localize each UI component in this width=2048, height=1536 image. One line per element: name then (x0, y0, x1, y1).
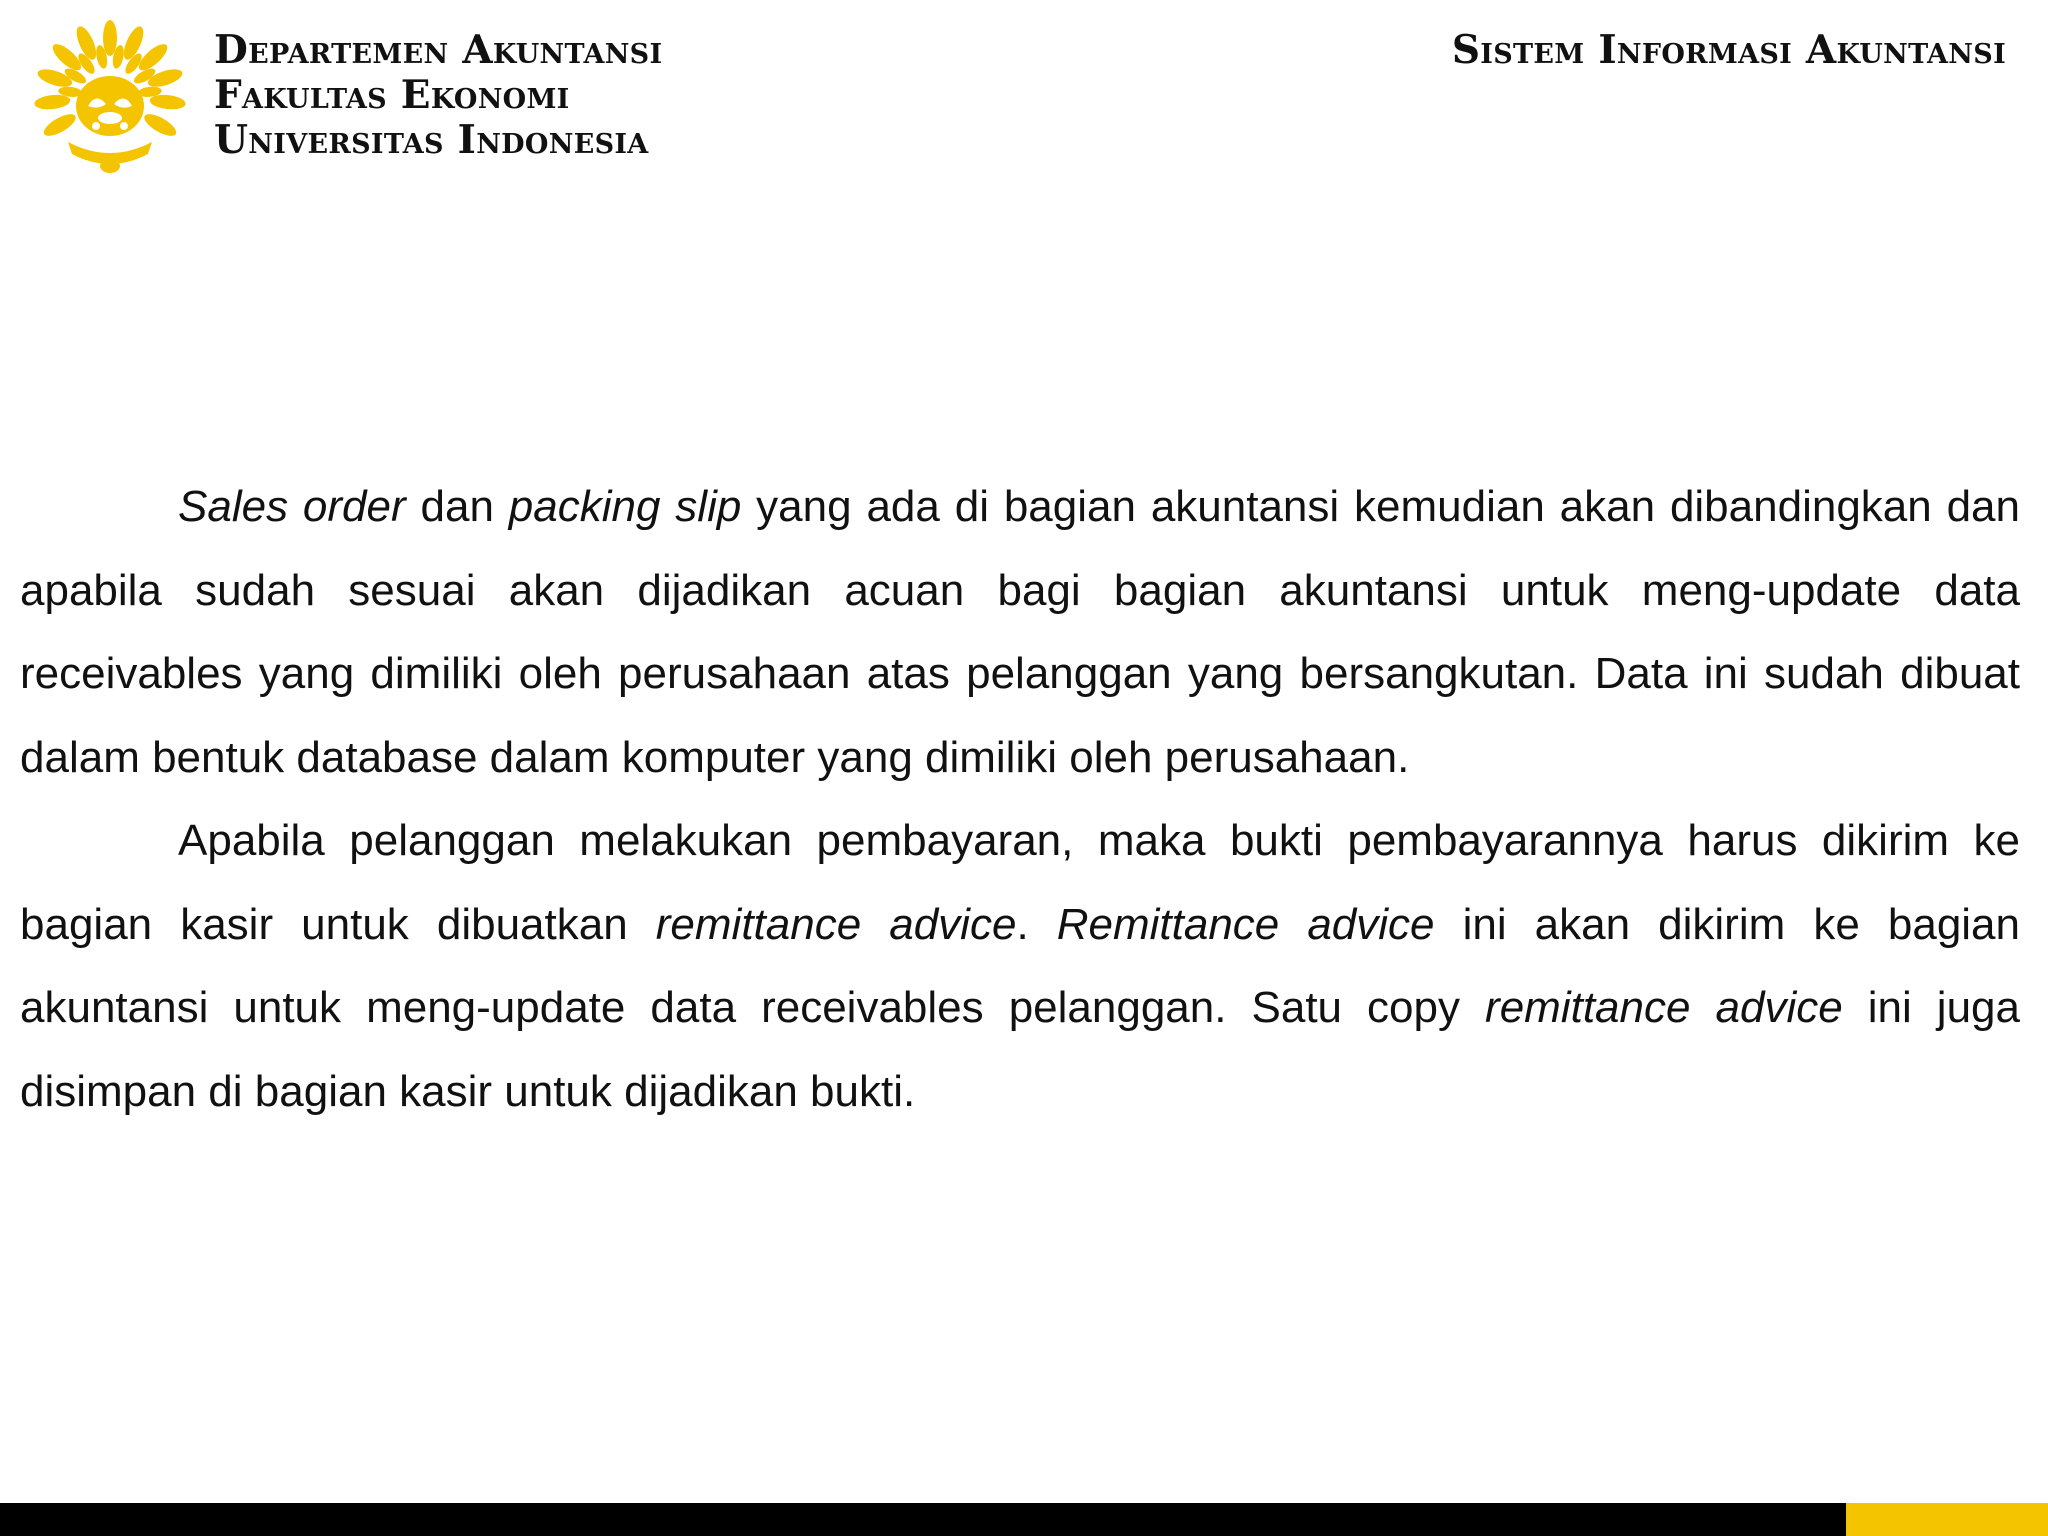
makara-logo-icon (30, 14, 190, 176)
text-run: yang ada di bagian akuntansi kemudian akan dibandingkan dan apabila sudah sesuai akan dijadikan acuan bagi bagian akuntansi untuk meng-update data receivables yang dimiliki oleh perusahaan atas pelanggan yang bersangkutan. Data ini sudah dibuat dalam bentuk database dalam komputer yang dimiliki oleh perusahaan. (20, 482, 2020, 782)
text-run: ini akan dikirim ke bagian akuntansi untuk meng-update data receivables pelanggan. Satu copy (20, 899, 2021, 1032)
department-name: Departemen Akuntansi (214, 27, 663, 73)
italic-term: packing slip (508, 482, 742, 531)
paragraph-2 (20, 799, 2020, 1133)
text-run: dan (405, 482, 509, 531)
course-title: Sistem Informasi Akuntansi (1451, 27, 2006, 73)
text-run: Apabila pelanggan melakukan pembayaran, maka bukti pembayarannya harus dikirim ke bagian kasir untuk dibuatkan (20, 816, 2020, 949)
text-run: . (1016, 899, 1057, 949)
paragraph-1 (20, 465, 2020, 799)
university-name: Universitas Indonesia (214, 117, 649, 163)
institution-name (214, 28, 662, 163)
footer-bar (0, 1503, 2048, 1536)
italic-term: Sales order (178, 482, 406, 531)
body-text (20, 465, 2020, 1133)
italic-term: remittance advice (655, 899, 1017, 949)
faculty-name: Fakultas Ekonomi (214, 72, 570, 118)
footer-accent (1846, 1503, 2048, 1536)
italic-term: remittance advice (1485, 983, 1843, 1032)
italic-term: Remittance advice (1056, 899, 1435, 949)
text-run: ini juga disimpan di bagian kasir untuk dijadikan bukti. (20, 983, 2020, 1116)
